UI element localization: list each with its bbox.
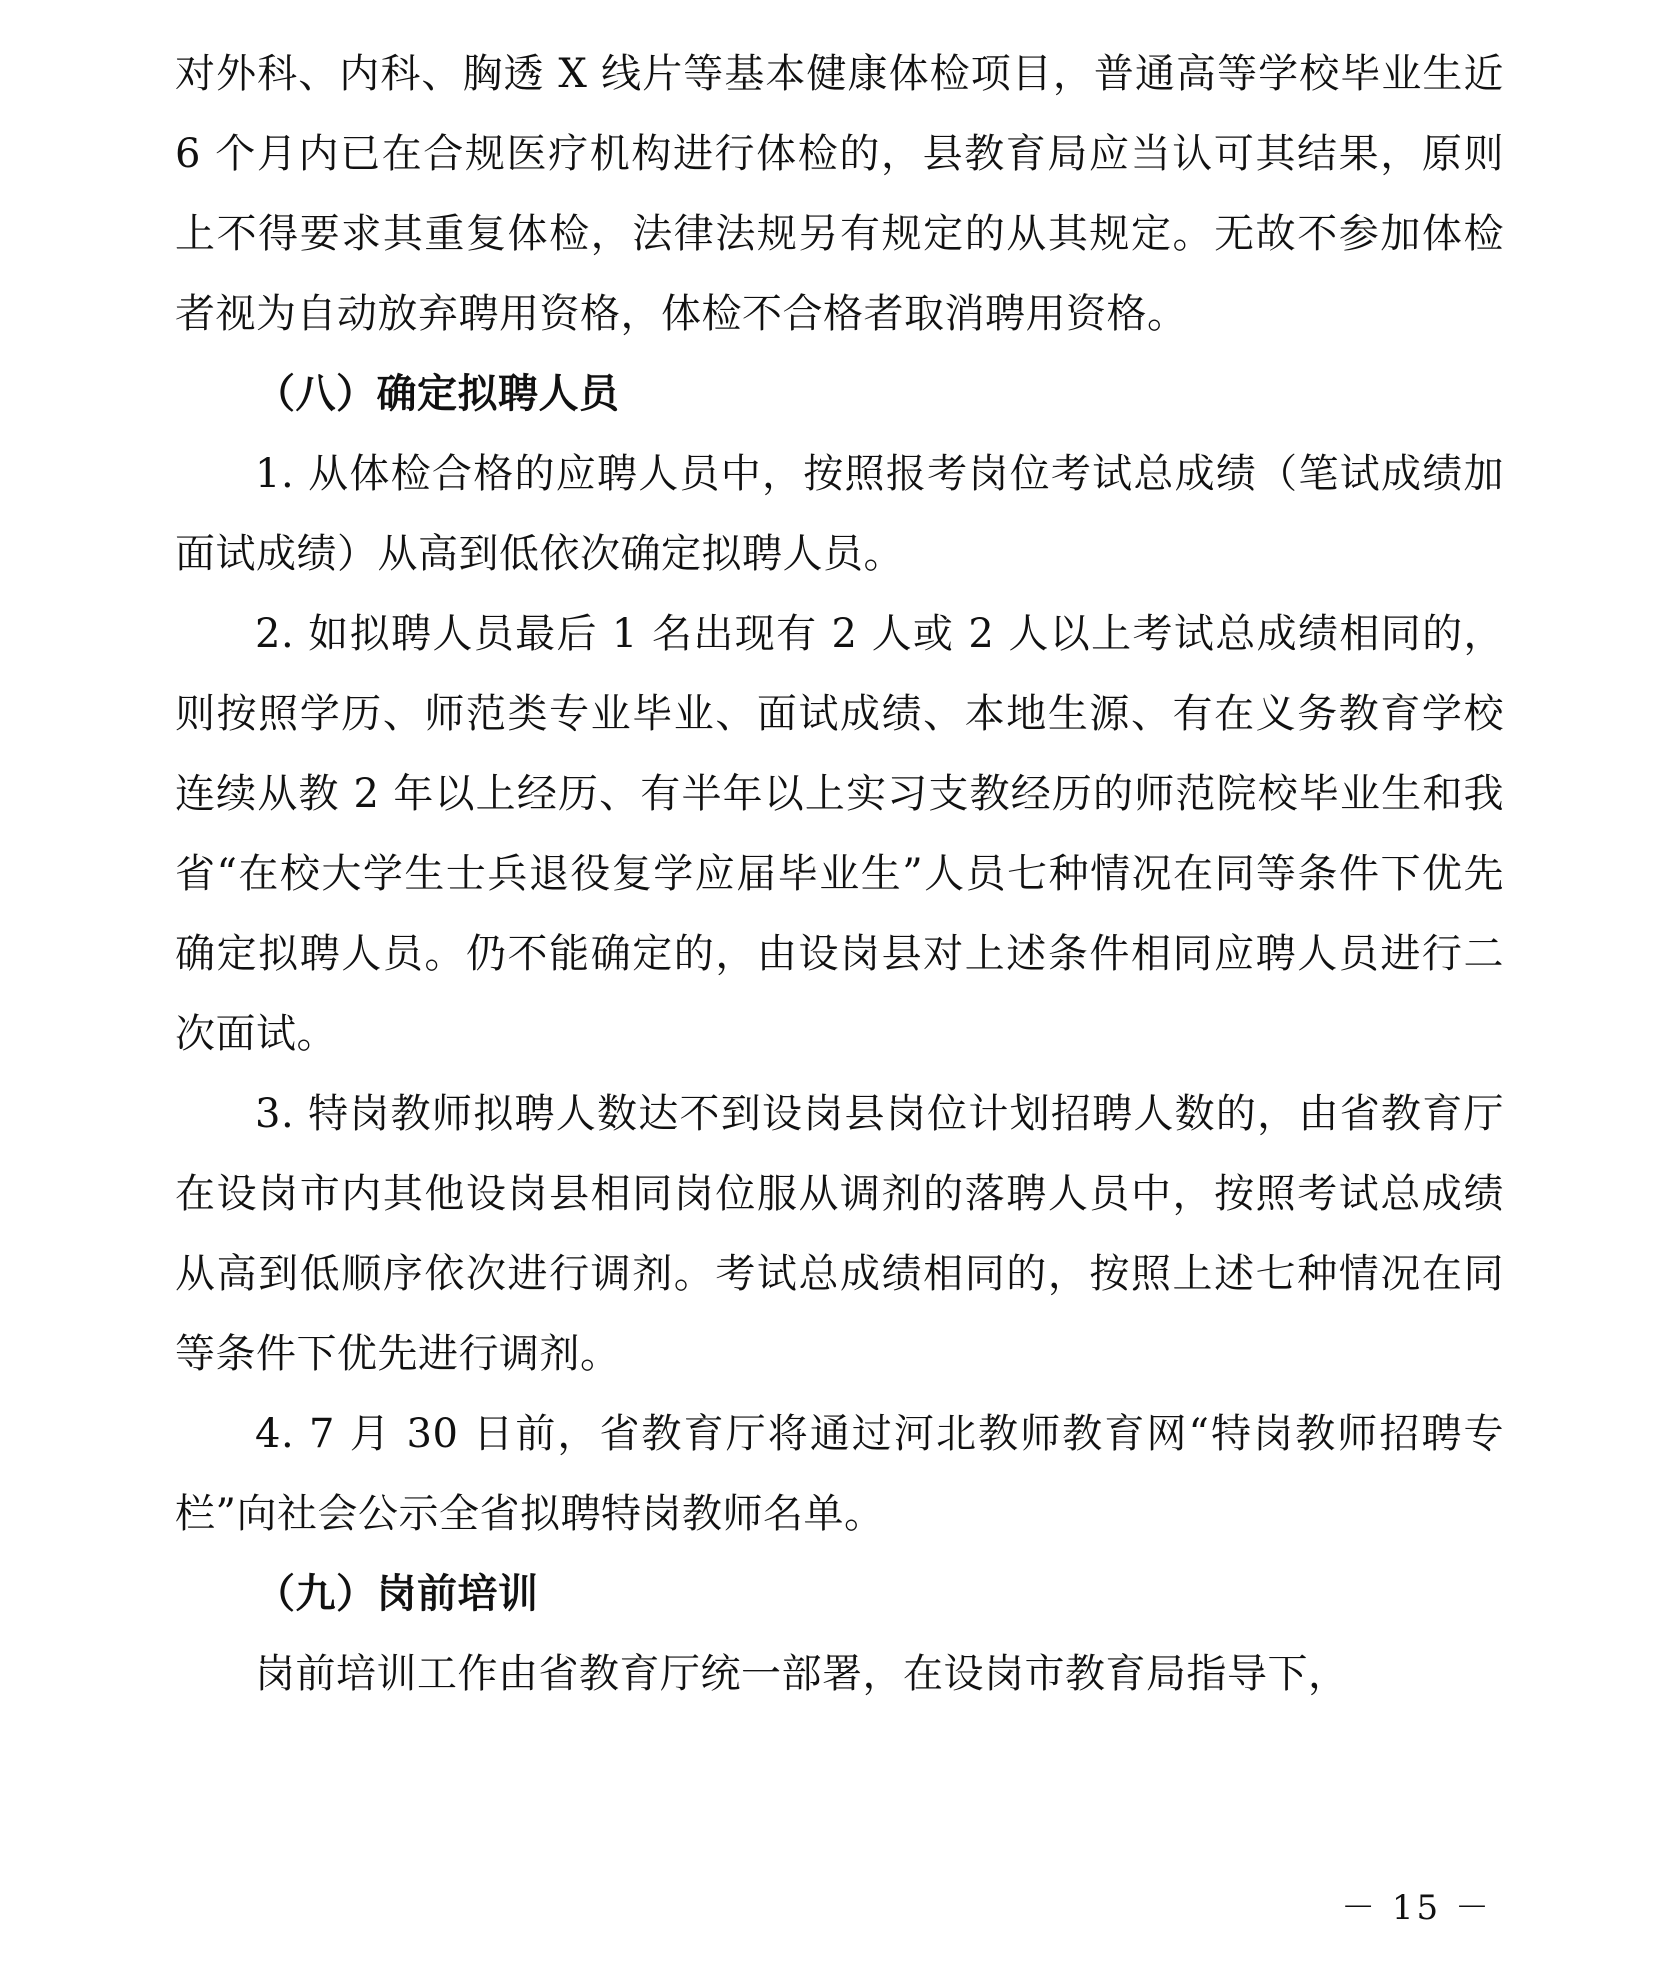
paragraph-item-2: 2. 如拟聘人员最后 1 名出现有 2 人或 2 人以上考试总成绩相同的，则按照学历、师范类专业毕业、面试成绩、本地生源、有在义务教育学校连续从教 2 年以上经历、有半年以上实习支教经历的师范院校毕业生和我省“在校大学生士兵退役复学应届毕业生”人员七种情况在同等条件下优先确定拟聘人员。仍不能确定的，由设岗县对上述条件相同应聘人员进行二次面试。 [175, 611, 1504, 1057]
document-body [175, 34, 1504, 1714]
paragraph-item-1: 1. 从体检合格的应聘人员中，按照报考岗位考试总成绩（笔试成绩加面试成绩）从高到低依次确定拟聘人员。 [175, 451, 1504, 577]
section-heading-nine: （九）岗前培训 [255, 1570, 539, 1617]
paragraph-pretraining: 岗前培训工作由省教育厅统一部署，在设岗市教育局指导下， [255, 1651, 1349, 1697]
page-number: － 15 － [1341, 1888, 1492, 1928]
paragraph-item-3: 3. 特岗教师拟聘人数达不到设岗县岗位计划招聘人数的，由省教育厅在设岗市内其他设岗县相同岗位服从调剂的落聘人员中，按照考试总成绩从高到低顺序依次进行调剂。考试总成绩相同的，按照上述七种情况在同等条件下优先进行调剂。 [175, 1091, 1504, 1377]
section-heading-eight: （八）确定拟聘人员 [255, 370, 620, 417]
paragraph-item-4: 4. 7 月 30 日前，省教育厅将通过河北教师教育网“特岗教师招聘专栏”向社会公示全省拟聘特岗教师名单。 [175, 1411, 1504, 1537]
paragraph-health-check: 对外科、内科、胸透 X 线片等基本健康体检项目，普通高等学校毕业生近 6 个月内已在合规医疗机构进行体检的，县教育局应当认可其结果，原则上不得要求其重复体检，法律法规另有规定的从其规定。无故不参加体检者视为自动放弃聘用资格，体检不合格者取消聘用资格。 [175, 51, 1504, 337]
